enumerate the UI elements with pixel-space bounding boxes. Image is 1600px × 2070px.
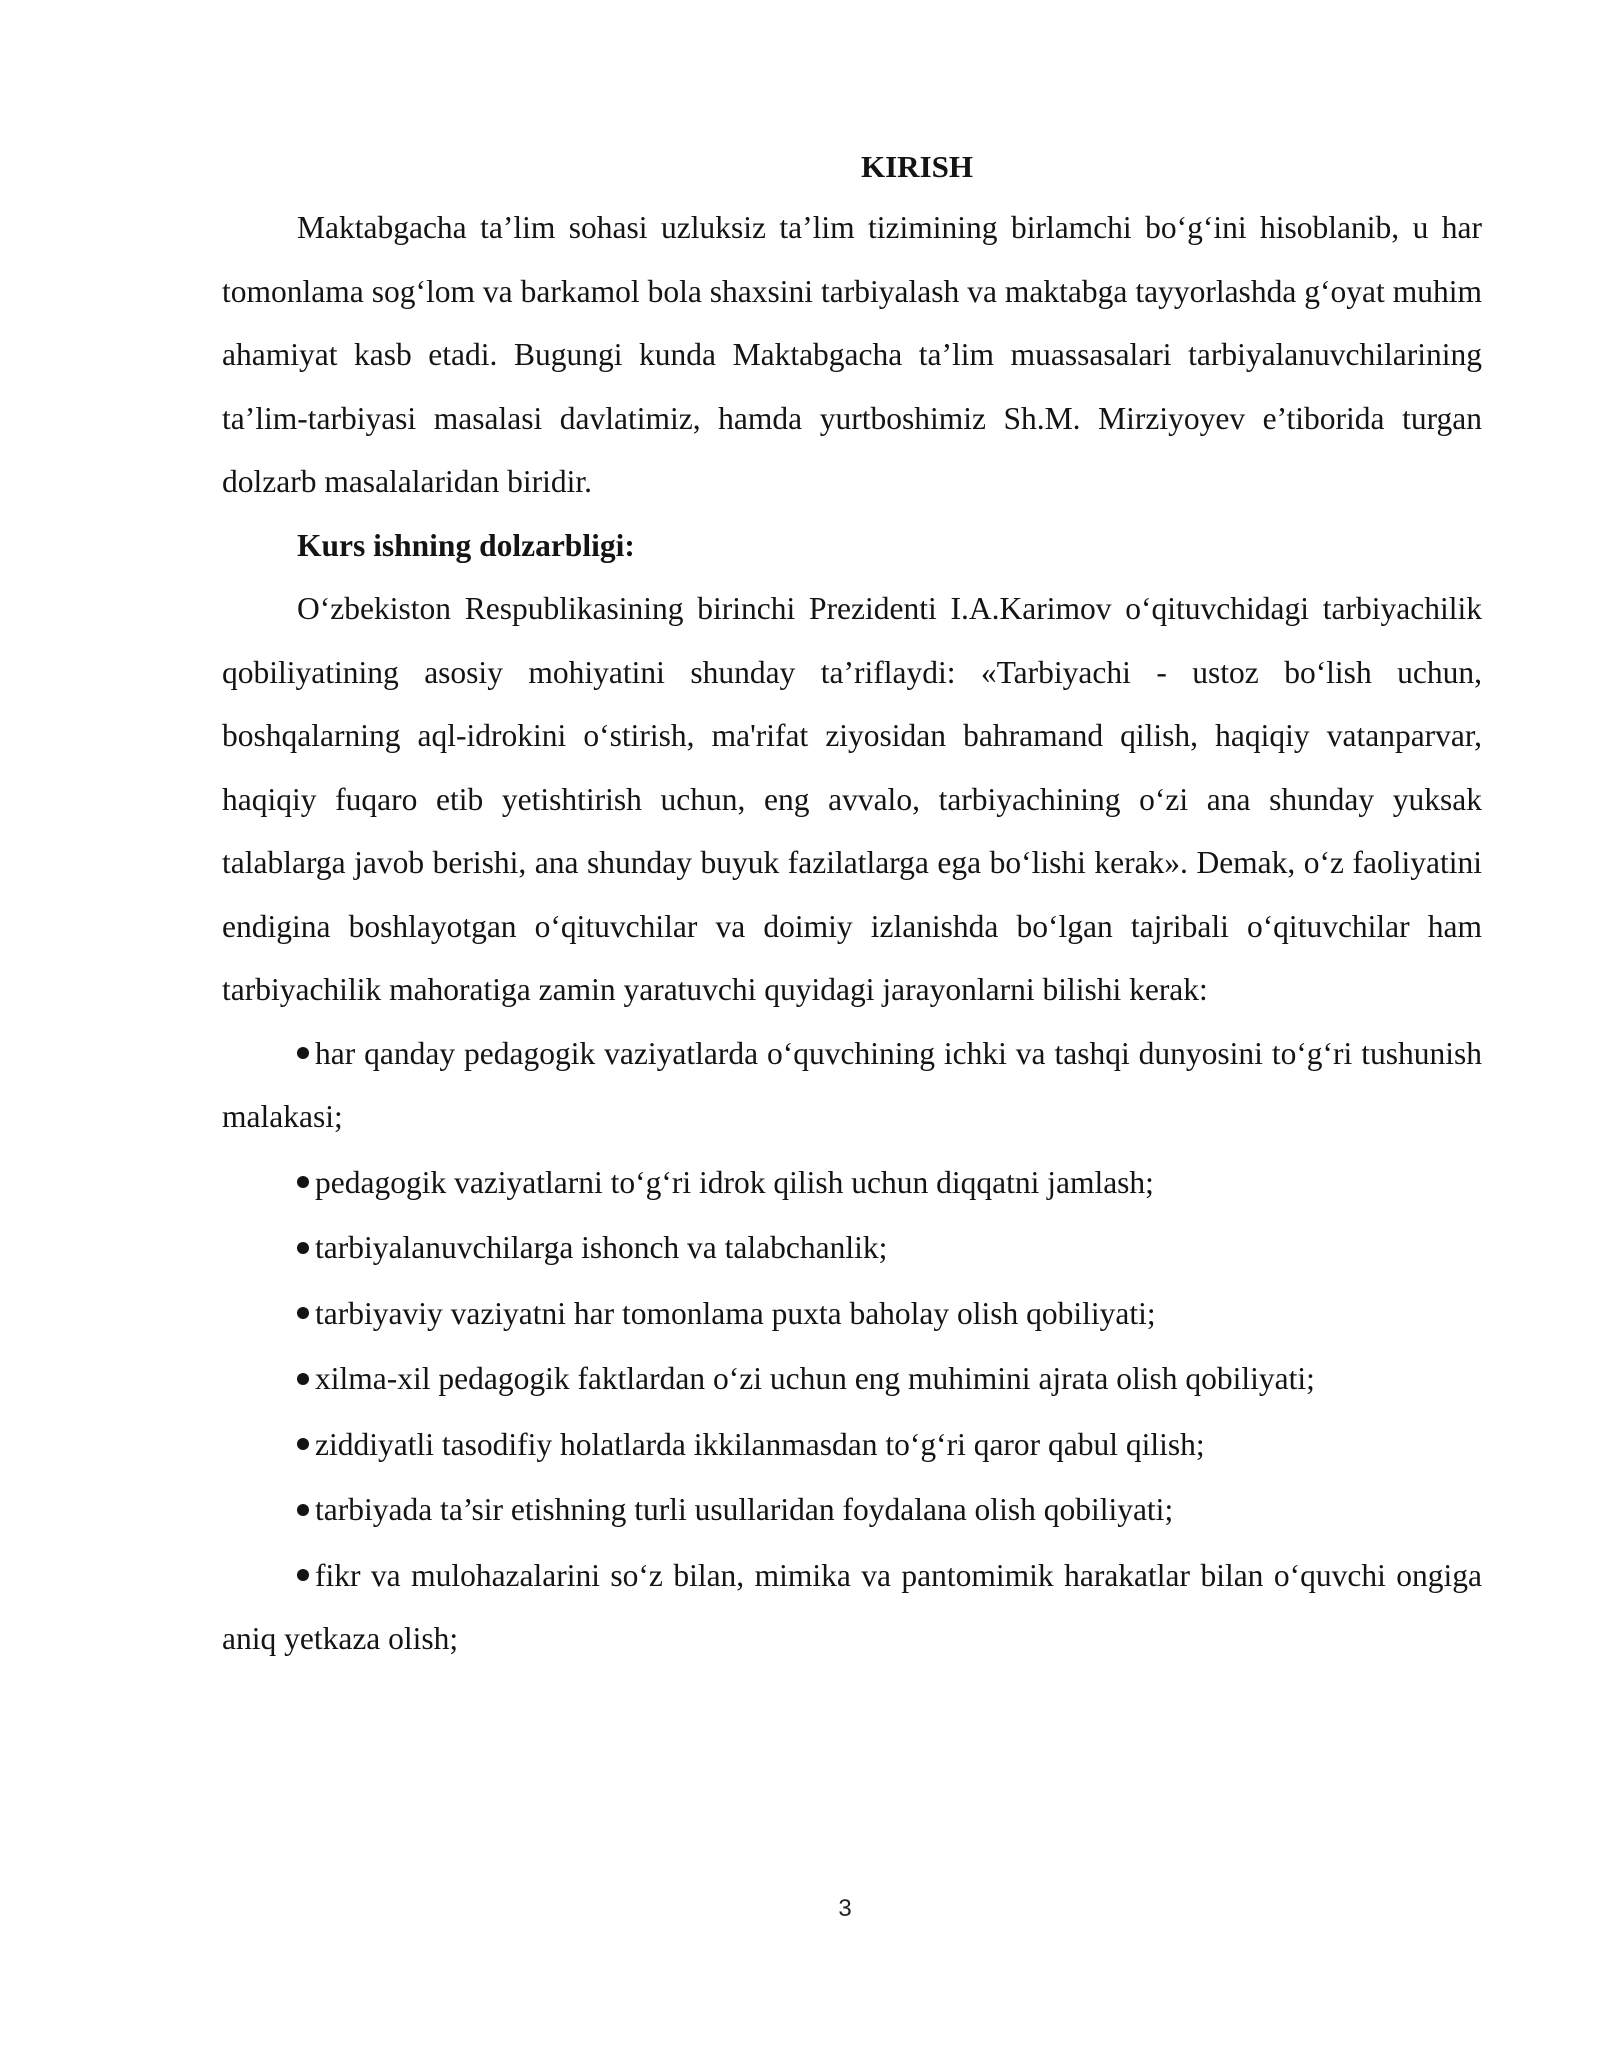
list-item-text: tarbiyalanuvchilarga ishonch va talabchanlik;: [315, 1230, 888, 1265]
list-item-text: har qanday pedagogik vaziyatlarda o‘quvchining ichki va tashqi dunyosini to‘g‘ri tushunish malakasi;: [222, 1035, 1482, 1134]
list-item-text: pedagogik vaziyatlarni to‘g‘ri idrok qilish uchun diqqatni jamlash;: [315, 1164, 1154, 1200]
list-item: [222, 1544, 1482, 1671]
bullet-icon: [297, 1242, 309, 1254]
section-heading: Kurs ishning dolzarbligi:: [297, 527, 635, 563]
list-item-text: ziddiyatli tasodifiy holatlarda ikkilanmasdan to‘g‘ri qaror qabul qilish;: [315, 1426, 1205, 1462]
bullet-icon: [297, 1569, 309, 1581]
bullet-icon: [297, 1438, 309, 1450]
page-number: 3: [838, 1895, 852, 1922]
list-item-text: tarbiyaviy vaziyatni har tomonlama puxta baholay olish qobiliyati;: [315, 1295, 1156, 1331]
list-item: [222, 1478, 1482, 1542]
document-page: [222, 150, 1482, 1673]
bullet-list: [222, 1022, 1482, 1671]
list-item: [222, 1282, 1482, 1346]
bullet-icon: [297, 1047, 309, 1059]
intro-paragraph: Maktabgacha ta’lim sohasi uzluksiz ta’lim tizimining birlamchi bo‘g‘ini hisoblanib, u har tomonlama sog‘lom va barkamol bola shaxsini tarbiyalash va maktabga tayyorlashda g‘oyat muhim ahamiyat kasb etadi. Bugungi kunda Maktabgacha ta’lim muassasalari tarbiyalanuvchilarining ta’lim-tarbiyasi masalasi davlatimiz, hamda yurtboshimiz Sh.M. Mirziyoyev e’tiborida turgan dolzarb masalalaridan biridir.: [222, 210, 1482, 499]
section-paragraph: O‘zbekiston Respublikasining birinchi Prezidenti I.A.Karimov o‘qituvchidagi tarbiyachilik qobiliyatining asosiy mohiyatini shunday ta’riflaydi: «Tarbiyachi - ustoz bo‘lish uchun, boshqalarning aql-idrokini o‘stirish, ma'rifat ziyosidan bahramand qilish, haqiqiy vatanparvar, haqiqiy fuqaro etib yetishtirish uchun, eng avvalo, tarbiyachining o‘zi ana shunday yuksak talablarga javob berishi, ana shunday buyuk fazilatlarga ega bo‘lishi kerak». Demak, o‘z faoliyatini endigina boshlayotgan o‘qituvchilar va doimiy izlanishda bo‘lgan tajribali o‘qituvchilar ham tarbiyachilik mahoratiga zamin yaratuvchi quyidagi jarayonlarni bilishi kerak:: [222, 591, 1482, 1007]
page-title: KIRISH: [861, 149, 973, 184]
list-item: [222, 1216, 1482, 1280]
bullet-icon: [297, 1504, 309, 1516]
bullet-icon: [297, 1373, 309, 1385]
list-item-text: xilma-xil pedagogik faktlardan o‘zi uchun eng muhimini ajrata olish qobiliyati;: [315, 1361, 1315, 1396]
list-item-text: tarbiyada ta’sir etishning turli usullaridan foydalana olish qobiliyati;: [315, 1492, 1174, 1527]
list-item: [222, 1022, 1482, 1149]
bullet-icon: [297, 1176, 309, 1188]
list-item: [222, 1413, 1482, 1477]
list-item: [222, 1151, 1482, 1215]
list-item-text: fikr va mulohazalarini so‘z bilan, mimika va pantomimik harakatlar bilan o‘quvchi ongiga aniq yetkaza olish;: [222, 1557, 1482, 1656]
bullet-icon: [297, 1307, 309, 1319]
list-item: [222, 1347, 1482, 1411]
